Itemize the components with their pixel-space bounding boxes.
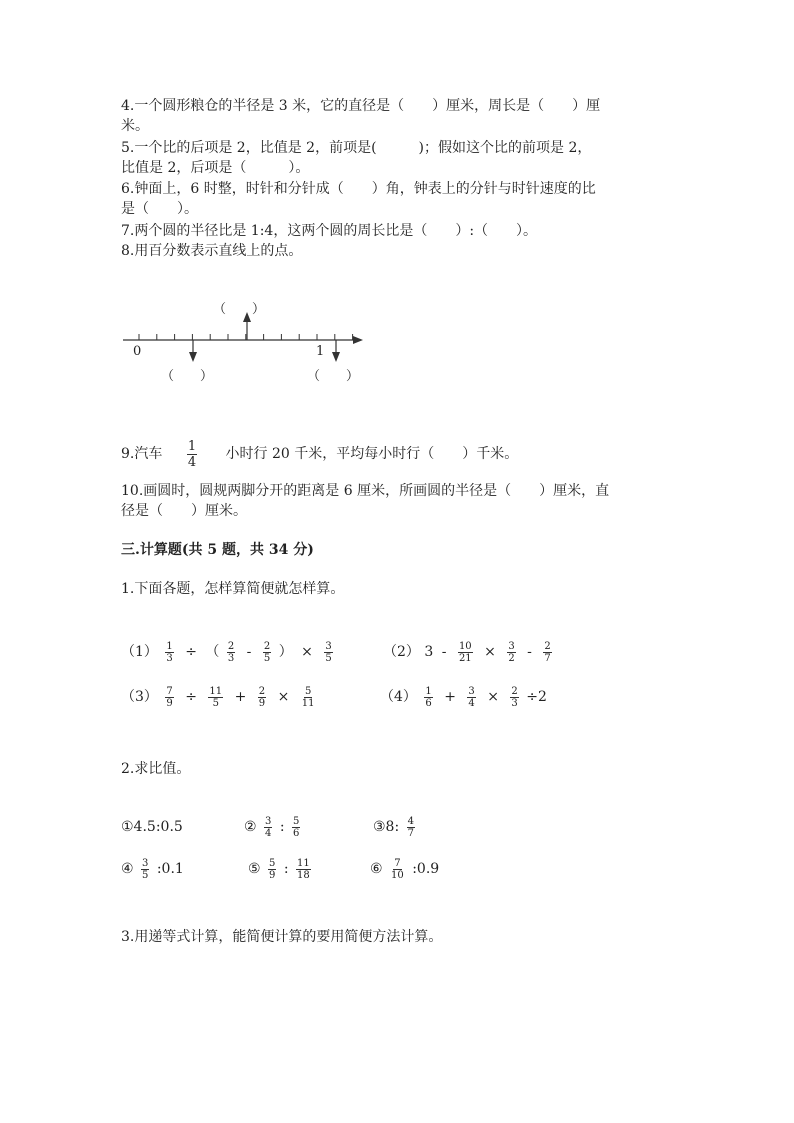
ratio4-label: ④ [121, 861, 134, 877]
expr3-op1: ÷ [185, 689, 197, 705]
expr4-frac-b [467, 686, 475, 709]
q8-line: 8.用百分数表示直线上的点。 [121, 243, 303, 259]
frac-den: 9 [258, 697, 266, 709]
expr2-whole: 3 [424, 644, 434, 660]
frac-den: 5 [142, 869, 149, 881]
q5-line2: 比值是 2，后项是（ ）。 [121, 160, 310, 176]
ratio-5 [248, 856, 314, 882]
q7-line: 7.两个圆的半径比是 1:4，这两个圆的周长比是（ ）:（ ）。 [121, 223, 538, 239]
ratio-2 [244, 814, 303, 840]
frac-num: 10 [458, 640, 472, 652]
q10-line1: 10.画圆时，圆规两脚分开的距离是 6 厘米，所画圆的半径是（ ）厘米，直 [121, 483, 610, 499]
frac-num: 3 [468, 685, 475, 697]
frac-num: 2 [511, 685, 518, 697]
frac-num: 3 [142, 857, 149, 869]
down-arrow-left-head [189, 352, 197, 362]
frac-den: 3 [227, 652, 235, 664]
frac-num: 5 [269, 857, 276, 869]
down-arrow-right-head [332, 352, 340, 362]
ratio4-tail: :0.1 [156, 861, 184, 877]
frac-num: 4 [407, 815, 415, 827]
frac-den: 5 [325, 652, 332, 664]
expr3-label: （3） [121, 689, 158, 705]
ratio6-frac-a [390, 858, 405, 881]
frac-den: 3 [166, 652, 173, 664]
frac-den: 7 [407, 827, 415, 839]
number-line-ticks [139, 334, 353, 340]
expr3-op2: + [234, 689, 247, 705]
frac-num: 2 [544, 640, 551, 652]
q9-frac-denominator: 4 [187, 454, 197, 470]
q9-fraction [187, 439, 197, 470]
ratio2-frac-b [292, 816, 300, 839]
expr1-rparen: ） [278, 644, 293, 660]
expr3-op3: × [277, 689, 290, 705]
frac-num: 11 [297, 857, 310, 869]
calc-expr-2 [383, 639, 555, 665]
expr2-op1: - [441, 644, 447, 660]
ratio2-sep: : [279, 819, 285, 835]
frac-num: 5 [304, 685, 312, 697]
expr4-frac-c [510, 686, 518, 709]
calc-expr-4 [380, 684, 547, 710]
expr2-op3: - [527, 644, 532, 660]
q9-prefix: 9.汽车 [121, 446, 163, 462]
frac-num: 3 [325, 640, 332, 652]
expr3-frac-b [208, 686, 223, 709]
expr1-frac-c [263, 641, 271, 664]
frac-den: 9 [269, 869, 276, 881]
ratio3-frac-a [407, 816, 415, 839]
expr4-label: （4） [380, 689, 417, 705]
number-line-label-1: 1 [316, 344, 325, 359]
ratio-3 [373, 814, 418, 840]
number-line-figure [115, 290, 385, 390]
frac-den: 4 [265, 827, 272, 839]
ratio5-frac-a [268, 858, 276, 881]
expr1-op3: × [301, 644, 313, 660]
expr3-frac-a [165, 686, 173, 709]
frac-den: 11 [301, 697, 315, 709]
calc-expr-3 [121, 684, 319, 710]
frac-num: 5 [293, 815, 300, 827]
expr1-label: （1） [121, 644, 158, 660]
q9-line [121, 437, 518, 471]
q10-line2: 径是（ ）厘米。 [121, 503, 247, 519]
expr2-frac-c [543, 641, 551, 664]
number-line-blank-top: （ ） [213, 302, 266, 317]
expr4-tail: ÷2 [526, 689, 547, 705]
number-line-blank-left: （ ） [161, 369, 214, 384]
frac-num: 3 [508, 640, 515, 652]
ratio3-label: ③8: [373, 819, 400, 835]
frac-num: 2 [263, 640, 271, 652]
frac-num: 11 [209, 685, 223, 697]
frac-den: 5 [263, 652, 271, 664]
calc-q3-prompt: 3.用递等式计算，能简便计算的要用简便方法计算。 [121, 929, 443, 945]
calc-q1-prompt: 1.下面各题，怎样算简便就怎样算。 [121, 581, 345, 597]
frac-den: 18 [297, 869, 310, 881]
frac-num: 1 [166, 640, 173, 652]
expr2-op2: × [484, 644, 496, 660]
expr1-frac-b [227, 641, 235, 664]
section3-title: 三.计算题(共 5 题，共 34 分) [121, 542, 314, 558]
ratio5-frac-b [296, 858, 311, 881]
frac-den: 6 [293, 827, 300, 839]
frac-den: 21 [458, 652, 472, 664]
frac-num: 3 [265, 815, 272, 827]
ratio-1: ①4.5:0.5 [121, 819, 183, 835]
q9-suffix: 小时行 20 千米，平均每小时行（ ）千米。 [225, 446, 519, 462]
frac-den: 3 [511, 697, 518, 709]
calc-expr-1 [121, 639, 336, 665]
expr2-label: （2） [383, 644, 420, 660]
number-line-label-0: 0 [133, 344, 142, 359]
calc-q2-prompt: 2.求比值。 [121, 761, 191, 777]
ratio-6 [370, 856, 439, 882]
q9-frac-numerator: 1 [187, 438, 197, 454]
ratio2-frac-a [264, 816, 272, 839]
expr2-frac-b [507, 641, 515, 664]
frac-num: 7 [166, 685, 173, 697]
frac-den: 7 [544, 652, 551, 664]
frac-num: 7 [394, 857, 401, 869]
q4-line1: 4.一个圆形粮仓的半径是 3 米，它的直径是（ ）厘米，周长是（ ）厘 [121, 98, 601, 114]
frac-den: 2 [508, 652, 515, 664]
expr3-frac-c [258, 686, 266, 709]
expr4-op1: + [444, 689, 456, 705]
frac-num: 2 [227, 640, 235, 652]
ratio4-frac-a [141, 858, 149, 881]
frac-num: 2 [258, 685, 266, 697]
frac-den: 9 [166, 697, 173, 709]
q6-line1: 6.钟面上，6 时整，时针和分针成（ ）角，钟表上的分针与时针速度的比 [121, 181, 596, 197]
ratio5-sep: : [283, 861, 289, 877]
expr1-frac-a [165, 641, 173, 664]
ratio6-tail: :0.9 [412, 861, 440, 877]
q5-line1: 5.一个比的后项是 2，比值是 2，前项是( )；假如这个比的前项是 2， [121, 140, 592, 156]
number-line-blank-right: （ ） [307, 369, 360, 384]
ratio5-label: ⑤ [248, 861, 261, 877]
frac-num: 1 [425, 685, 432, 697]
expr4-op2: × [487, 689, 499, 705]
ratio2-label: ② [244, 819, 257, 835]
frac-den: 4 [468, 697, 475, 709]
frac-den: 10 [391, 869, 404, 881]
expr1-lparen: （ [205, 644, 220, 660]
q4-line2: 米。 [121, 118, 149, 134]
expr1-op1: ÷ [185, 644, 197, 660]
frac-den: 6 [425, 697, 432, 709]
axis-arrowhead [353, 336, 363, 344]
q6-line2: 是（ ）。 [121, 201, 198, 217]
ratio6-label: ⑥ [370, 861, 383, 877]
expr1-op2: - [246, 644, 252, 660]
ratio-4 [121, 856, 184, 882]
expr1-frac-d [324, 641, 332, 664]
expr2-frac-a [458, 641, 473, 664]
expr4-frac-a [424, 686, 432, 709]
frac-den: 5 [212, 697, 219, 709]
expr3-frac-d [301, 686, 316, 709]
